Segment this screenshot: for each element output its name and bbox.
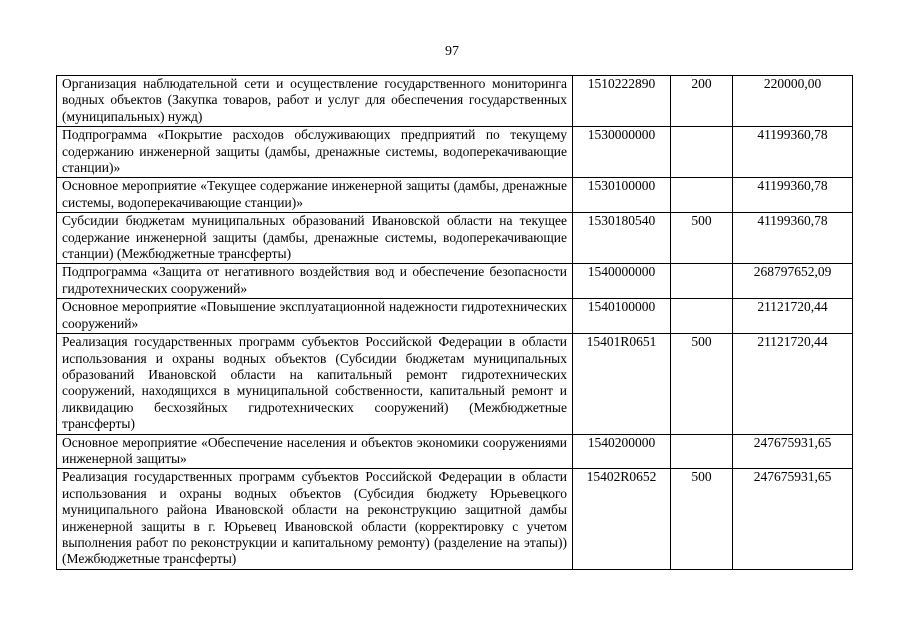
row-type-cell: 200 [671,76,733,127]
row-amount-cell: 247675931,65 [733,434,853,469]
row-amount-cell: 41199360,78 [733,213,853,264]
row-amount-cell: 247675931,65 [733,469,853,569]
row-amount-cell: 268797652,09 [733,264,853,299]
row-amount-cell: 41199360,78 [733,178,853,213]
row-code-cell: 1540200000 [573,434,671,469]
row-name-cell: Реализация государственных программ субъектов Российской Федерации в области использования и охраны водных объектов (Субсидии бюджетам муниципальных образований Ивановской области на капитальный ремонт гидротехнических сооружений, находящихся в муниципальной собственности, капитальный ремонт и ликвидацию бесхозяйных гидротехнических сооружений) (Межбюджетные трансферты) [57,334,573,434]
row-name-cell: Реализация государственных программ субъектов Российской Федерации в области использования и охраны водных объектов (Субсидия бюджету Юрьевецкого муниципального района Ивановской области на реконструкцию защитной дамбы инженерной защиты в г. Юрьевец Ивановской области (корректировку с учетом выполнения работ по реконструкции и капитальному ремонту) (разделение на этапы)) (Межбюджетные трансферты) [57,469,573,569]
row-name-cell: Основное мероприятие «Обеспечение населения и объектов экономики сооружениями инженерной защиты» [57,434,573,469]
row-code-cell: 1540000000 [573,264,671,299]
table-row [57,213,853,264]
row-type-cell: 500 [671,213,733,264]
row-name-cell: Подпрограмма «Покрытие расходов обслуживающих предприятий по текущему содержанию инженерной защиты (дамбы, дренажные системы, водоперекачивающие станции)» [57,127,573,178]
table-row [57,469,853,569]
table-row [57,334,853,434]
row-name-cell: Основное мероприятие «Текущее содержание инженерной защиты (дамбы, дренажные системы, водоперекачивающие станции)» [57,178,573,213]
row-name-cell: Субсидии бюджетам муниципальных образований Ивановской области на текущее содержание инженерной защиты (дамбы, дренажные системы, водоперекачивающие станции) (Межбюджетные трансферты) [57,213,573,264]
budget-table-body [57,76,853,570]
row-type-cell [671,434,733,469]
row-type-cell [671,299,733,334]
row-name-cell: Организация наблюдательной сети и осуществление государственного мониторинга водных объектов (Закупка товаров, работ и услуг для обеспечения государственных (муниципальных) нужд) [57,76,573,127]
row-amount-cell: 21121720,44 [733,334,853,434]
row-name-cell: Подпрограмма «Защита от негативного воздействия вод и обеспечение безопасности гидротехнических сооружений» [57,264,573,299]
row-amount-cell: 21121720,44 [733,299,853,334]
row-code-cell: 1530000000 [573,127,671,178]
row-code-cell: 1530180540 [573,213,671,264]
row-code-cell: 1530100000 [573,178,671,213]
row-code-cell: 15402R0652 [573,469,671,569]
table-row [57,264,853,299]
row-type-cell: 500 [671,469,733,569]
row-code-cell: 15401R0651 [573,334,671,434]
table-row [57,76,853,127]
page-number: 97 [445,44,459,59]
row-type-cell [671,127,733,178]
row-type-cell: 500 [671,334,733,434]
row-amount-cell: 220000,00 [733,76,853,127]
table-row [57,299,853,334]
table-row [57,178,853,213]
row-code-cell: 1510222890 [573,76,671,127]
table-row [57,127,853,178]
row-name-cell: Основное мероприятие «Повышение эксплуатационной надежности гидротехнических сооружений» [57,299,573,334]
table-row [57,434,853,469]
row-code-cell: 1540100000 [573,299,671,334]
row-type-cell [671,264,733,299]
budget-table [56,75,853,570]
row-amount-cell: 41199360,78 [733,127,853,178]
row-type-cell [671,178,733,213]
